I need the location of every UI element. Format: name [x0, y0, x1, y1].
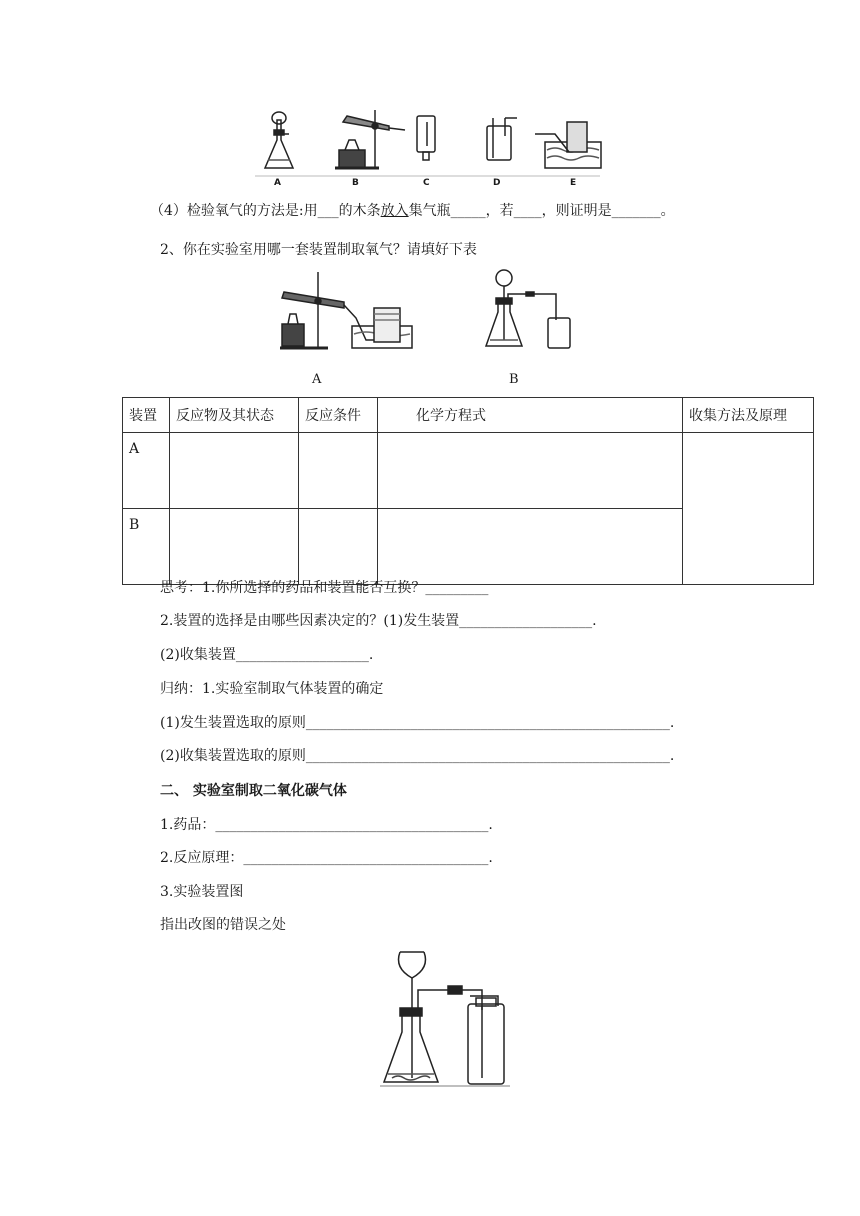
think-line-1: 思考：1.你所选择的药品和装置能否互换？_________: [160, 580, 489, 596]
think-line-2: 2.装置的选择是由哪些因素决定的？(1)发生装置___________________.: [160, 613, 597, 629]
header-equation: 化学方程式: [378, 398, 683, 433]
label-d: D: [493, 178, 501, 188]
header-reactants: 反应物及其状态: [170, 398, 299, 433]
cell-reactants-b[interactable]: [170, 509, 299, 585]
cell-reactants-a[interactable]: [170, 433, 299, 509]
q4-end: 。: [660, 203, 675, 219]
label-c: C: [423, 178, 430, 188]
top-apparatus-figure: [255, 100, 605, 192]
oxygen-preparation-table: [122, 397, 814, 585]
apparatus-d-bottle: [487, 118, 517, 160]
q4-blank-4: _______: [611, 203, 661, 219]
apparatus-b-heating: [335, 110, 405, 168]
section-2-item-4: 指出改图的错误之处: [160, 917, 286, 933]
label-b: B: [352, 178, 359, 188]
apparatus-a-flask: [265, 112, 293, 168]
section-2-item-1: 1.药品：_______________________________________.: [160, 817, 493, 833]
cell-equation-b[interactable]: [378, 509, 683, 585]
section-2-title: 二、 实验室制取二氧化碳气体: [160, 783, 347, 799]
apparatus-setup-b: [480, 268, 580, 354]
cell-device-a: A: [123, 433, 170, 509]
header-conditions: 反应条件: [299, 398, 378, 433]
question-2: 2、你在实验室用哪一套装置制取氧气？请填好下表: [160, 242, 477, 258]
q4-text-4: ，则证明是: [541, 203, 612, 219]
label-a: A: [274, 178, 281, 188]
q4-text-2: 集气瓶: [408, 203, 451, 219]
cell-collection-merged[interactable]: [683, 433, 814, 585]
table-header-row: [123, 398, 814, 433]
apparatus-e-trough: [535, 122, 601, 168]
header-device: 装置: [123, 398, 170, 433]
q4-blank-3: ____: [513, 203, 542, 219]
summary-line-3: (2)收集装置选取的原则____________________________________________________.: [160, 748, 675, 764]
q4-blank-2: _____: [450, 203, 486, 219]
cell-conditions-b[interactable]: [299, 509, 378, 585]
question-4: [150, 201, 675, 221]
cell-device-b: B: [123, 509, 170, 585]
apparatus-setup-a: [270, 268, 420, 354]
summary-line-2: (1)发生装置选取的原则____________________________________________________.: [160, 715, 675, 731]
table-row: [123, 433, 814, 509]
apparatus-c-bottle-inverted: [417, 116, 435, 160]
q4-blank-1: ___: [317, 203, 339, 219]
section-2-item-2: 2.反应原理：___________________________________.: [160, 850, 493, 866]
cell-conditions-a[interactable]: [299, 433, 378, 509]
label-e: E: [570, 178, 577, 188]
summary-line-1: 归纳：1.实验室制取气体装置的确定: [160, 681, 384, 697]
q4-underlined: 放入: [380, 203, 409, 219]
q4-text-3: ，若: [485, 203, 514, 219]
think-line-3: (2)收集装置___________________.: [160, 647, 374, 663]
q4-text-1: 的木条: [338, 203, 381, 219]
setup-label-b: B: [509, 372, 519, 387]
header-collection: 收集方法及原理: [683, 398, 814, 433]
cell-equation-a[interactable]: [378, 433, 683, 509]
section-2-item-3: 3.实验装置图: [160, 884, 244, 900]
q4-prefix: （4）检验氧气的方法是:用: [150, 203, 318, 219]
co2-apparatus-figure: [378, 948, 518, 1090]
setup-label-a: A: [312, 372, 322, 387]
